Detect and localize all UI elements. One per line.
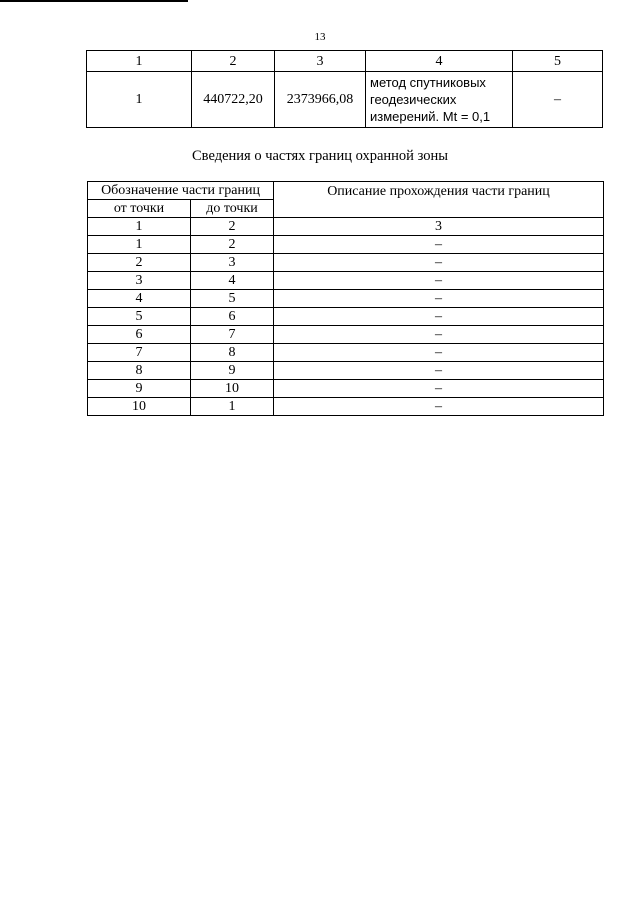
table-row [88,344,604,362]
to-point: 4 [191,272,274,290]
from-point: 4 [88,290,191,308]
method-line: измерений. Mt = 0,1 [370,109,491,124]
description-cell: – [274,290,604,308]
table-row [87,72,603,128]
to-point: 2 [191,236,274,254]
header-group: Обозначение части границ [88,182,274,200]
header-cell: 4 [366,51,513,72]
table-row [88,254,604,272]
description-cell: – [274,326,604,344]
numbering-row [88,218,604,236]
table-row [88,326,604,344]
method-line: метод спутниковых [370,75,486,90]
coordinate-x: 440722,20 [192,72,275,128]
from-point: 7 [88,344,191,362]
top-edge-line [0,0,188,2]
coordinate-y: 2373966,08 [275,72,366,128]
description-cell: – [274,398,604,416]
description-cell: – [274,380,604,398]
numbering-cell: 3 [274,218,604,236]
table-row [88,308,604,326]
table-row [88,272,604,290]
table-row [88,380,604,398]
header-cell: 2 [192,51,275,72]
from-point: 8 [88,362,191,380]
description-cell: – [274,344,604,362]
to-point: 7 [191,326,274,344]
numbering-cell: 2 [191,218,274,236]
from-point: 1 [88,236,191,254]
to-point: 5 [191,290,274,308]
description-cell: – [274,254,604,272]
numbering-cell: 1 [88,218,191,236]
from-point: 9 [88,380,191,398]
header-cell: 5 [513,51,603,72]
from-point: 2 [88,254,191,272]
page-number: 13 [314,31,326,43]
from-point: 5 [88,308,191,326]
header-description: Описание прохождения части границ [274,182,604,218]
from-point: 3 [88,272,191,290]
from-point: 6 [88,326,191,344]
header-to: до точки [191,200,274,218]
point-number: 1 [87,72,192,128]
section-title: Сведения о частях границ охранной зоны [192,148,448,164]
from-point: 10 [88,398,191,416]
to-point: 9 [191,362,274,380]
description-cell: – [274,308,604,326]
extra-cell: – [513,72,603,128]
to-point: 6 [191,308,274,326]
to-point: 3 [191,254,274,272]
method-cell [366,72,513,128]
description-cell: – [274,236,604,254]
to-point: 1 [191,398,274,416]
coordinates-table [86,50,603,128]
header-cell: 1 [87,51,192,72]
table-row [88,236,604,254]
description-cell: – [274,362,604,380]
table-header-row [88,182,604,200]
boundary-parts-table [87,181,604,416]
description-cell: – [274,272,604,290]
table-row [88,398,604,416]
to-point: 10 [191,380,274,398]
method-line: геодезических [370,92,457,107]
table-header-row [87,51,603,72]
header-cell: 3 [275,51,366,72]
table-row [88,290,604,308]
table-row [88,362,604,380]
to-point: 8 [191,344,274,362]
header-from: от точки [88,200,191,218]
